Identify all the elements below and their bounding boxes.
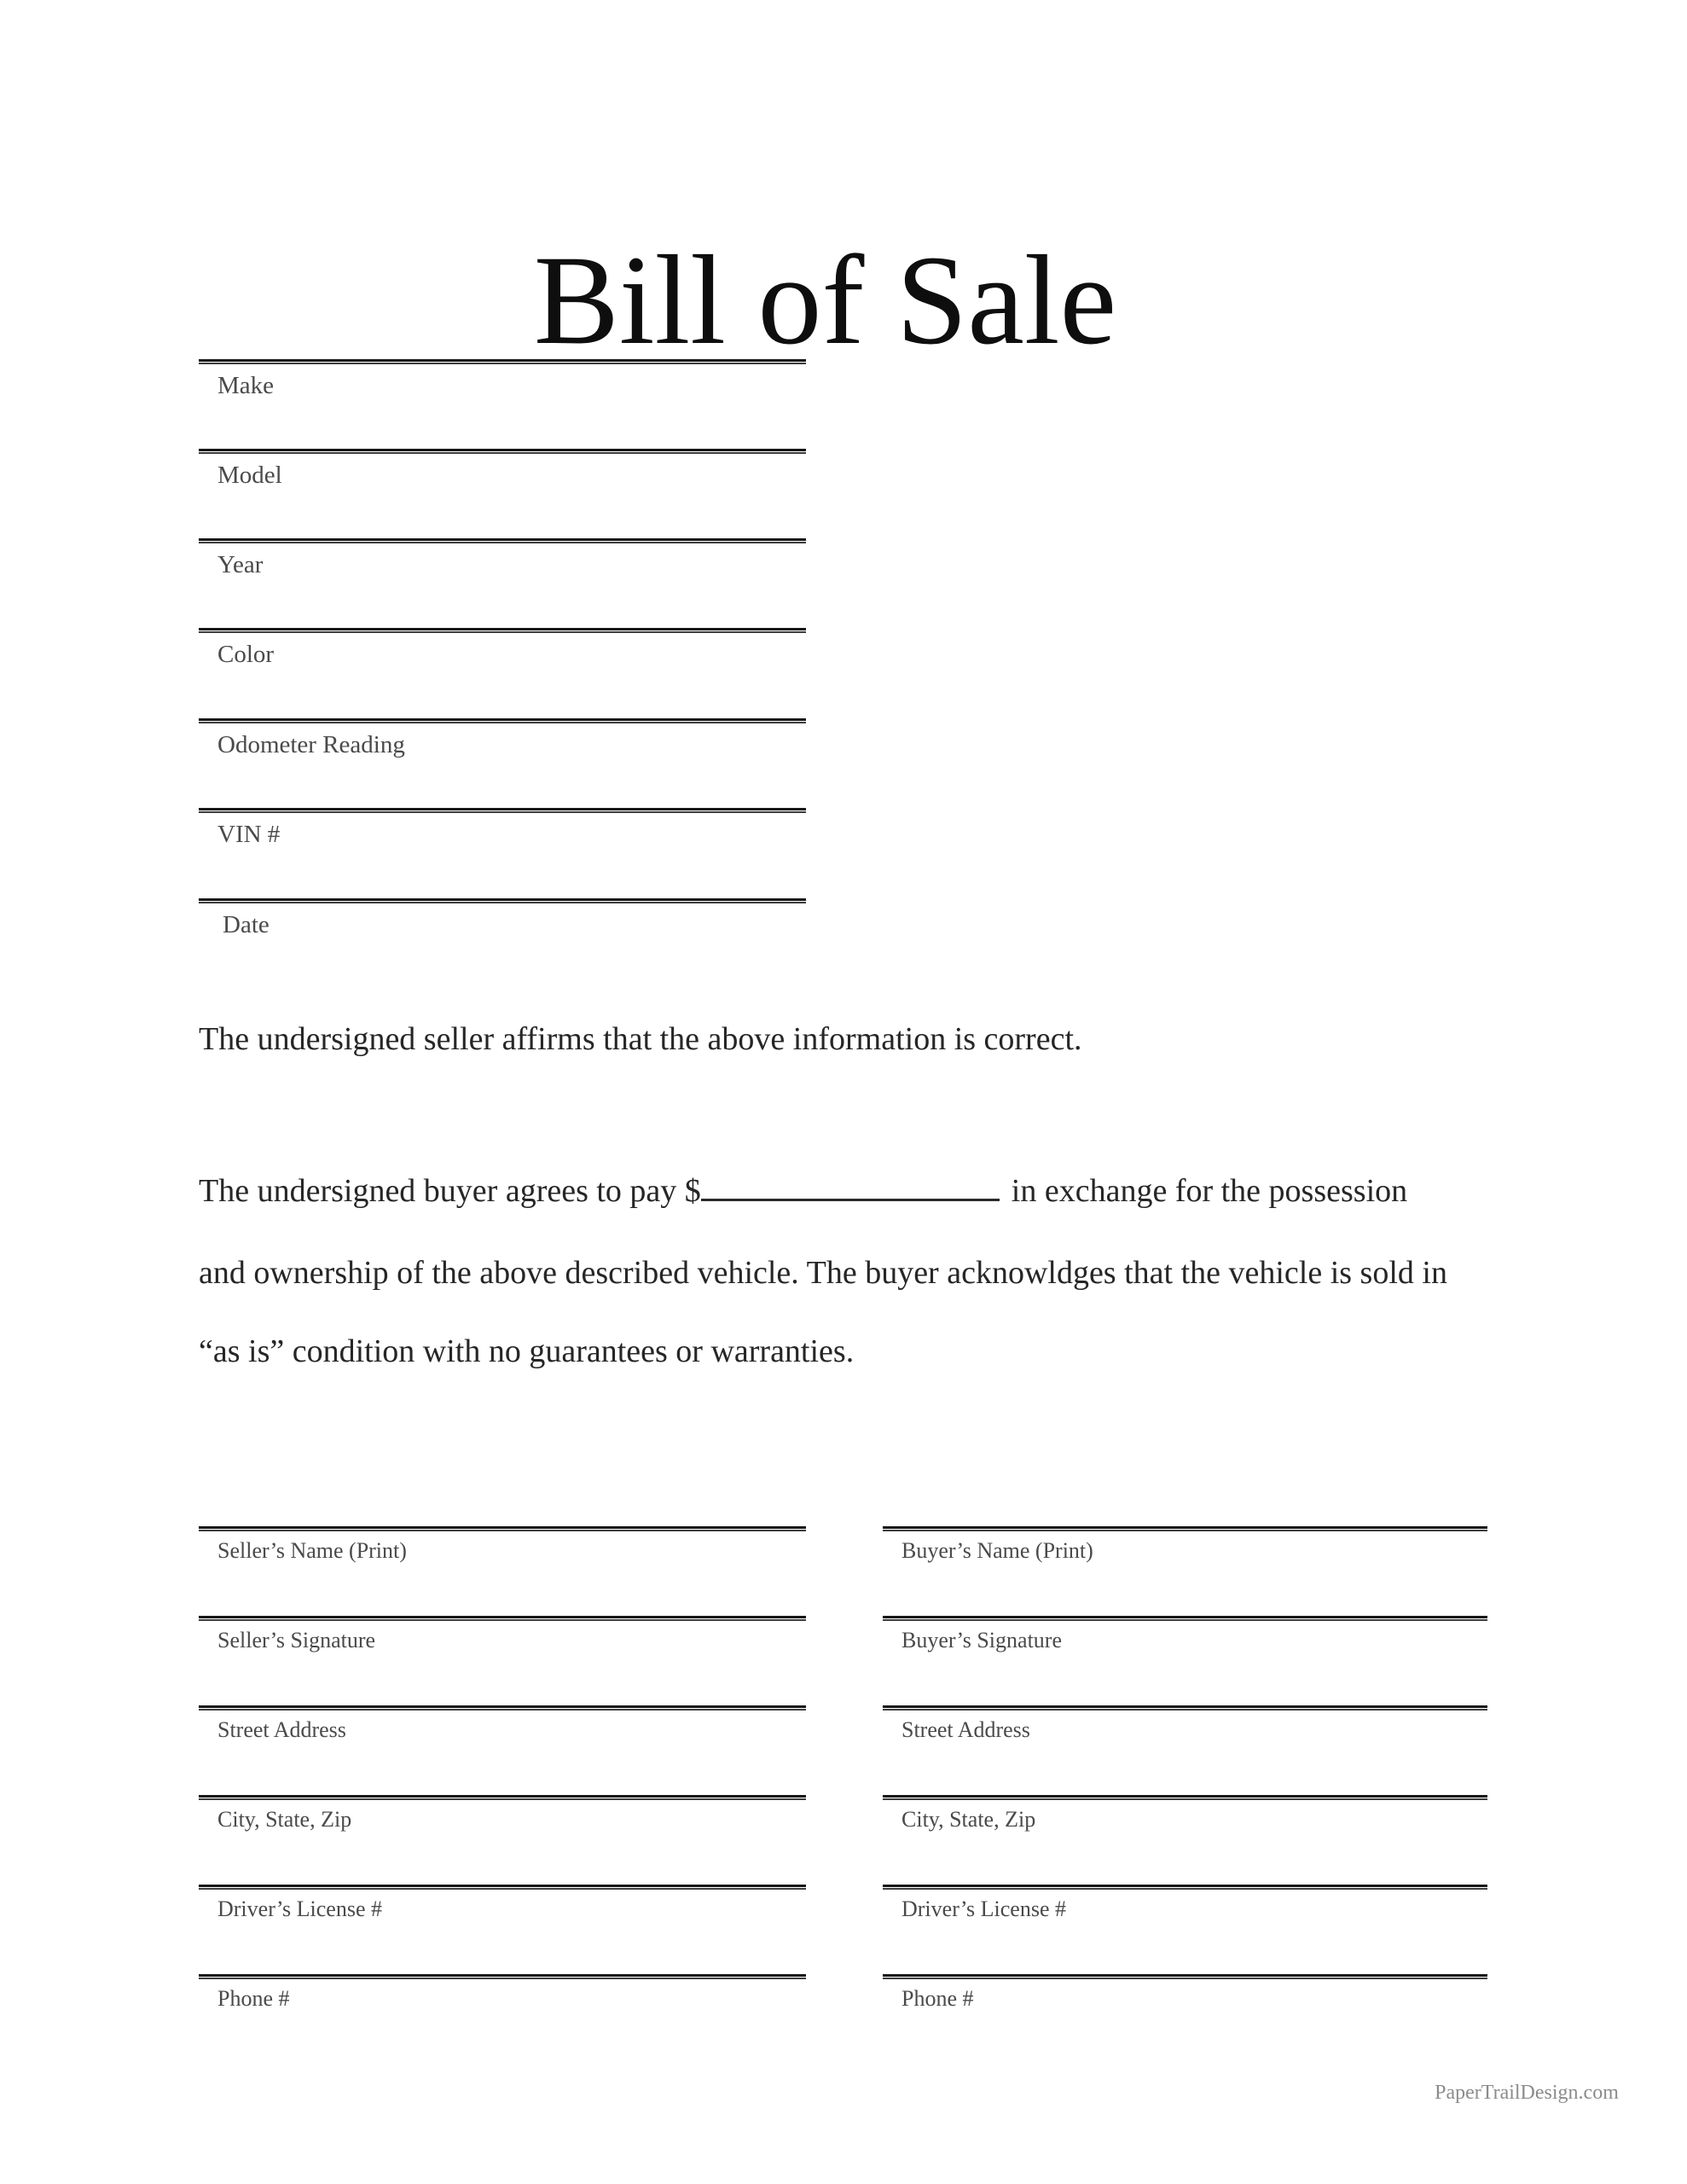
footer-credit: PaperTrailDesign.com (1435, 2082, 1619, 2104)
field-label-buyer-city-state-zip: City, State, Zip (901, 1807, 1036, 1832)
field-buyer-street-address (883, 1705, 1487, 1743)
field-buyer-name (883, 1526, 1487, 1564)
seller-affirmation-statement: The undersigned seller affirms that the above information is correct. (199, 1021, 1082, 1057)
field-label-color: Color (217, 641, 275, 668)
field-seller-street-address (199, 1705, 806, 1743)
field-label-seller-street-address: Street Address (217, 1717, 346, 1742)
field-label-seller-signature: Seller’s Signature (217, 1628, 376, 1653)
field-label-seller-phone: Phone # (217, 1986, 290, 2011)
field-make (199, 359, 806, 400)
amount-input-line[interactable] (701, 1196, 1000, 1201)
field-seller-signature (199, 1616, 806, 1653)
buyer-agreement-line3: “as is” condition with no guarantees or warranties. (199, 1333, 855, 1369)
buyer-agreement-line2: and ownership of the above described vehicle. The buyer acknowldges that the vehicle is sold in (199, 1255, 1447, 1291)
field-date (199, 898, 806, 939)
buyer-agreement-prefix: The undersigned buyer agrees to pay $ (199, 1173, 701, 1209)
field-label-buyer-signature: Buyer’s Signature (901, 1628, 1062, 1653)
field-year (199, 538, 806, 579)
field-label-seller-city-state-zip: City, State, Zip (217, 1807, 352, 1832)
field-seller-phone (199, 1974, 806, 2012)
field-color (199, 628, 806, 669)
field-label-vin: VIN # (217, 821, 281, 848)
field-buyer-phone (883, 1974, 1487, 2012)
field-seller-city-state-zip (199, 1795, 806, 1833)
field-label-seller-drivers-license: Driver’s License # (217, 1896, 383, 1921)
field-label-date: Date (223, 911, 270, 938)
field-model (199, 449, 806, 490)
field-label-buyer-phone: Phone # (901, 1986, 974, 2011)
buyer-agreement-line1-suffix: in exchange for the possession (1011, 1173, 1408, 1209)
field-label-model: Model (217, 462, 282, 489)
field-vin (199, 808, 806, 849)
field-seller-name (199, 1526, 806, 1564)
field-buyer-signature (883, 1616, 1487, 1653)
field-buyer-drivers-license (883, 1885, 1487, 1922)
field-label-make: Make (217, 372, 275, 399)
field-seller-drivers-license (199, 1885, 806, 1922)
field-label-seller-name: Seller’s Name (Print) (217, 1538, 407, 1563)
field-label-year: Year (217, 551, 264, 578)
field-label-buyer-street-address: Street Address (901, 1717, 1030, 1742)
field-odometer-reading (199, 718, 806, 759)
field-label-buyer-name: Buyer’s Name (Print) (901, 1538, 1093, 1563)
field-label-buyer-drivers-license: Driver’s License # (901, 1896, 1067, 1921)
buyer-agreement-line1 (199, 1170, 1407, 1211)
document-title: Bill of Sale (533, 229, 1117, 371)
field-buyer-city-state-zip (883, 1795, 1487, 1833)
field-label-odometer: Odometer Reading (217, 731, 405, 758)
